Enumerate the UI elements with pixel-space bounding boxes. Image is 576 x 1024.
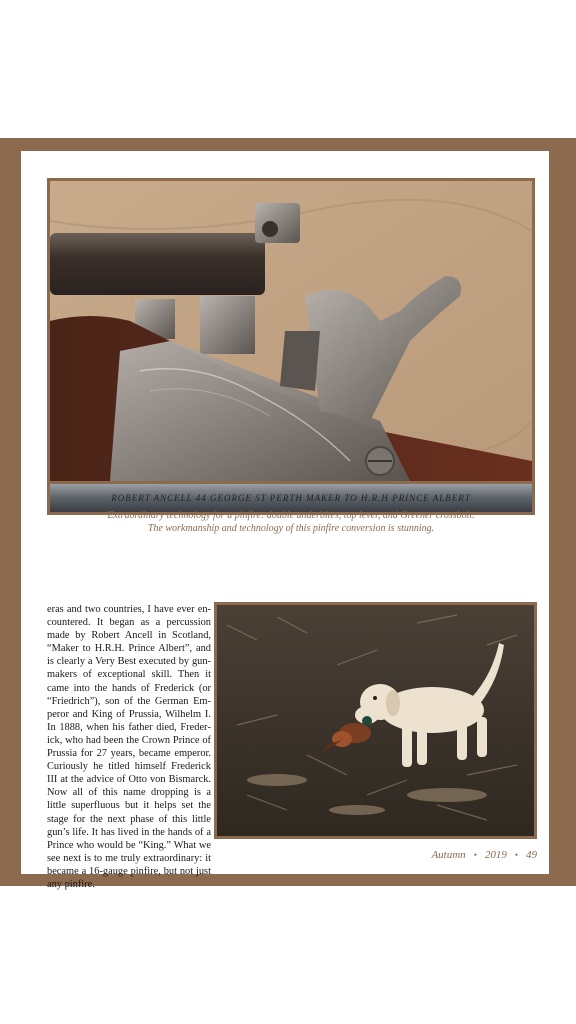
photo-caption [47,509,535,535]
page-folio [431,849,537,861]
shotgun-photo [47,178,535,498]
folio-bullet: • [514,850,518,860]
folio-page-number: 49 [526,849,537,861]
folio-year: 2019 [484,849,507,861]
page-frame [0,138,576,890]
barrel-engraving: ROBERT ANCELL 44 GEORGE ST PERTH MAKER TO H.R.H PRINCE ALBERT [111,493,471,503]
folio-bullet: • [473,850,477,860]
dog-illustration [217,605,534,836]
caption-line-2: The workmanship and technology of this pinfire conversion is stunning. [147,523,435,534]
caption-line-1: Extraordinary technology for a pinfire: double underbites, top lever, and Greener crossbolt. [107,510,475,521]
dog-retrieving-photo [214,602,537,839]
article-body-text: eras and two countries, I have ever encountered. It began as a percussion made by Robert Ancell in Scotland, “Maker to H.R.H. Prince Albert”, and is clearly a Very Best executed by gunmakers of exceptional skill. Then it came into the hands of Frederick (or “Friedrich”), son of the German Emperor and King of Prussia, Wilhelm I. In 1888, when his father died, Frederick, who had been the Crown Prince of Prussia for 27 years, became emperor. Curiously he titled himself Frederick III at the advice of Otto von Bismarck. Now all of this name dropping is a little superfluous but it helps set the stage for the next phase of this little gun’s life. It has lived in the hands of a Prince who would be “King.” What we see next is to me truly extraordinary: it became a 16-gauge pinfire, but not just any pinfire. [47,604,211,890]
shotgun-illustration [50,181,532,495]
magazine-page [21,151,549,890]
folio-season: Autumn [431,849,466,861]
